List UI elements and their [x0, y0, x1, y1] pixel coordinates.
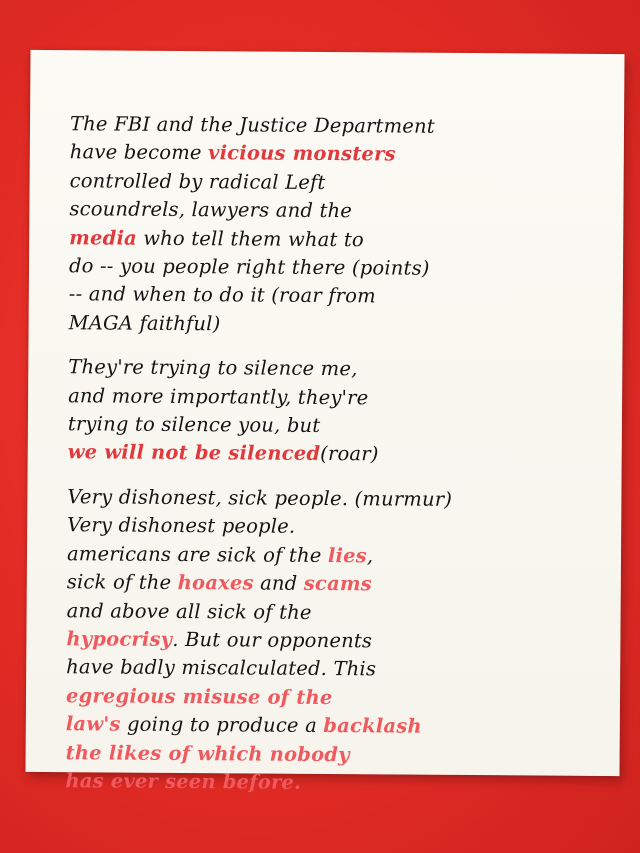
p3-line-4-black: sick of the — [66, 570, 178, 595]
p1-line-5 — [69, 224, 609, 256]
p3-line-4-and: and — [253, 571, 304, 595]
p1-media: media — [69, 225, 138, 250]
p3-line-3-black: americans are sick of the — [66, 541, 328, 567]
p3-laws: law's — [65, 712, 121, 736]
p1-vicious-monsters: vicious monsters — [207, 141, 396, 166]
p2-not-silenced: we will not be silenced — [67, 440, 321, 466]
paragraph-3 — [65, 483, 607, 799]
p2-line-4 — [68, 439, 608, 471]
p3-line-9 — [66, 710, 606, 742]
p3-line-5: and above all sick of the — [66, 598, 312, 624]
p3-line-6-black: . But our opponents — [172, 627, 373, 653]
paragraph-2 — [68, 353, 609, 470]
p1-line-3: controlled by radical Left — [69, 169, 326, 194]
paragraph-1 — [69, 110, 611, 341]
p3-line-7: have badly miscalculated. This — [66, 655, 377, 681]
p3-line-11: has ever seen before. — [65, 769, 302, 794]
p1-line-1: The FBI and the Justice Department — [69, 112, 435, 138]
p3-line-9-black: going to produce a — [120, 712, 324, 738]
p2-roar: (roar) — [320, 442, 379, 466]
p3-line-6 — [66, 625, 606, 657]
p3-line-3 — [67, 540, 607, 572]
p3-lies: lies — [327, 543, 367, 567]
p2-line-2: and more importantly, they're — [68, 383, 369, 409]
p2-line-3: trying to silence you, but — [67, 412, 321, 438]
handwritten-text — [65, 110, 610, 799]
p3-line-8: egregious misuse of the — [65, 683, 333, 709]
p3-line-3-comma: , — [366, 543, 374, 568]
p2-line-1: They're trying to silence me, — [68, 355, 358, 381]
p3-line-10: the likes of which nobody — [65, 740, 350, 766]
p1-line-7: -- and when to do it (roar from — [68, 282, 376, 308]
p3-scams: scams — [303, 571, 372, 596]
p3-hoaxes: hoaxes — [177, 571, 254, 595]
p1-line-4: scoundrels, lawyers and the — [69, 197, 353, 223]
p1-line-8: MAGA faithful) — [68, 311, 221, 336]
p3-backlash: backlash — [323, 714, 422, 738]
p1-line-2 — [70, 139, 610, 171]
p1-line-2-black: have become — [69, 140, 209, 165]
p1-line-5-black: who tell them what to — [136, 226, 364, 251]
p3-hypocrisy: hypocrisy — [66, 627, 173, 651]
p3-line-1: Very dishonest, sick people. (murmur) — [67, 485, 453, 511]
p1-line-6: do -- you people right there (points) — [68, 254, 430, 280]
p3-line-4 — [67, 568, 607, 600]
p3-line-2: Very dishonest people. — [67, 513, 296, 539]
handwritten-sheet — [25, 50, 624, 794]
